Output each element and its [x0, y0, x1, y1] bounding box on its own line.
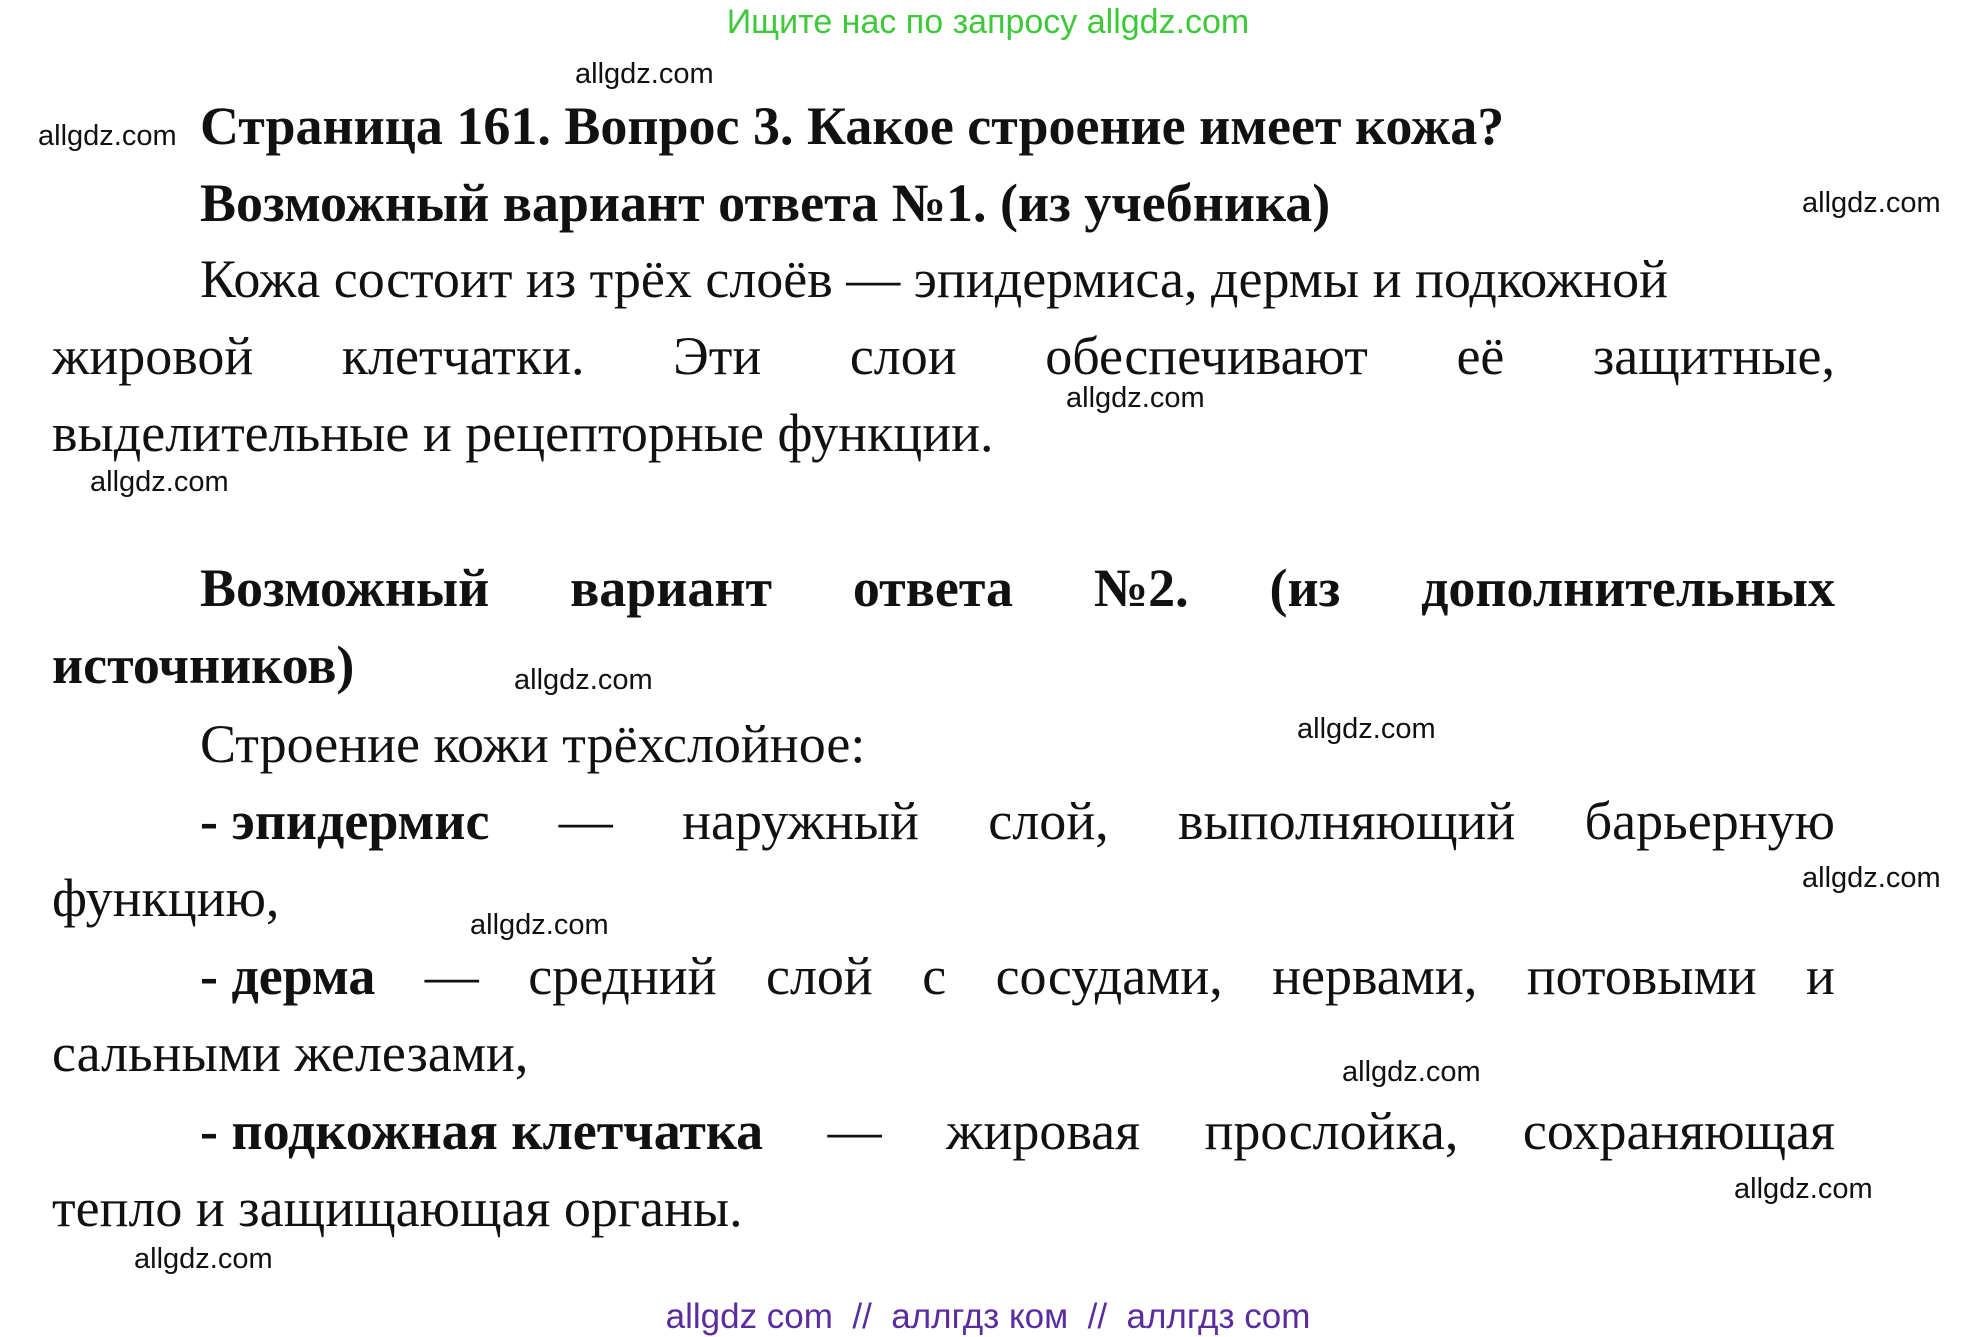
watermark: allgdz.com [1297, 713, 1436, 745]
watermark: allgdz.com [1342, 1056, 1481, 1088]
watermark: allgdz.com [1734, 1173, 1873, 1205]
watermark: allgdz.com [575, 58, 714, 90]
list-item-epidermis-line2: функцию, [52, 868, 280, 928]
word: прослойка, [1204, 1101, 1459, 1161]
word: барьерную [1584, 791, 1835, 851]
answer1-heading: Возможный вариант ответа №1. (из учебника) [200, 173, 1331, 233]
word: потовыми [1526, 946, 1757, 1006]
word: средний [528, 946, 717, 1006]
bottom-banner[interactable]: allgdz com // аллгдз ком // аллгдз com [665, 1297, 1311, 1336]
word: (из [1269, 558, 1341, 618]
word: Возможный [200, 558, 490, 618]
word: слой [765, 946, 873, 1006]
word: №2. [1093, 558, 1189, 618]
list-item-derma-line1 [200, 945, 1835, 1007]
term: - подкожная клетчатка [200, 1101, 764, 1161]
watermark: allgdz.com [38, 120, 177, 152]
word: — [558, 791, 613, 851]
word: защитные, [1592, 326, 1835, 386]
list-item-derma-line2: сальными железами, [52, 1023, 529, 1083]
word: сохраняющая [1522, 1101, 1835, 1161]
watermark: allgdz.com [1802, 862, 1941, 894]
word: вариант [570, 558, 773, 618]
word: обеспечивают [1045, 326, 1368, 386]
word: — [827, 1101, 882, 1161]
word: жировая [946, 1101, 1140, 1161]
word: и [1806, 946, 1835, 1006]
list-item-hypodermis-line1 [200, 1100, 1835, 1162]
word: ответа [852, 558, 1014, 618]
word: сосудами, [995, 946, 1223, 1006]
word: её [1456, 326, 1505, 386]
list-item-epidermis-line1 [200, 790, 1835, 852]
answer1-line1: Кожа состоит из трёх слоёв — эпидермиса, дермы и подкожной [200, 249, 1669, 309]
watermark: allgdz.com [1066, 382, 1205, 414]
watermark: allgdz.com [90, 466, 229, 498]
watermark: allgdz.com [134, 1243, 273, 1275]
answer2-intro: Строение кожи трёхслойное: [200, 714, 866, 774]
answer1-line3: выделительные и рецепторные функции. [52, 403, 994, 463]
watermark: allgdz.com [1802, 187, 1941, 219]
top-banner[interactable]: Ищите нас по запросу allgdz.com [726, 3, 1250, 41]
term: - эпидермис [200, 791, 490, 851]
word: с [922, 946, 947, 1006]
word: наружный [682, 791, 919, 851]
word: дополнительных [1421, 558, 1835, 618]
answer2-heading-line2: источников) [52, 635, 355, 695]
answer1-line2 [52, 325, 1835, 387]
page-title: Страница 161. Вопрос 3. Какое строение имеет кожа? [200, 96, 1505, 156]
answer2-heading [200, 557, 1835, 619]
word: слои [849, 326, 957, 386]
word: жировой [52, 326, 254, 386]
watermark: allgdz.com [470, 909, 609, 941]
term: - дерма [200, 946, 376, 1006]
word: Эти [673, 326, 762, 386]
watermark: allgdz.com [514, 664, 653, 696]
word: клетчатки. [341, 326, 585, 386]
word: нервами, [1272, 946, 1478, 1006]
word: слой, [988, 791, 1109, 851]
word: — [424, 946, 479, 1006]
word: выполняющий [1177, 791, 1516, 851]
list-item-hypodermis-line2: тепло и защищающая органы. [52, 1178, 743, 1238]
